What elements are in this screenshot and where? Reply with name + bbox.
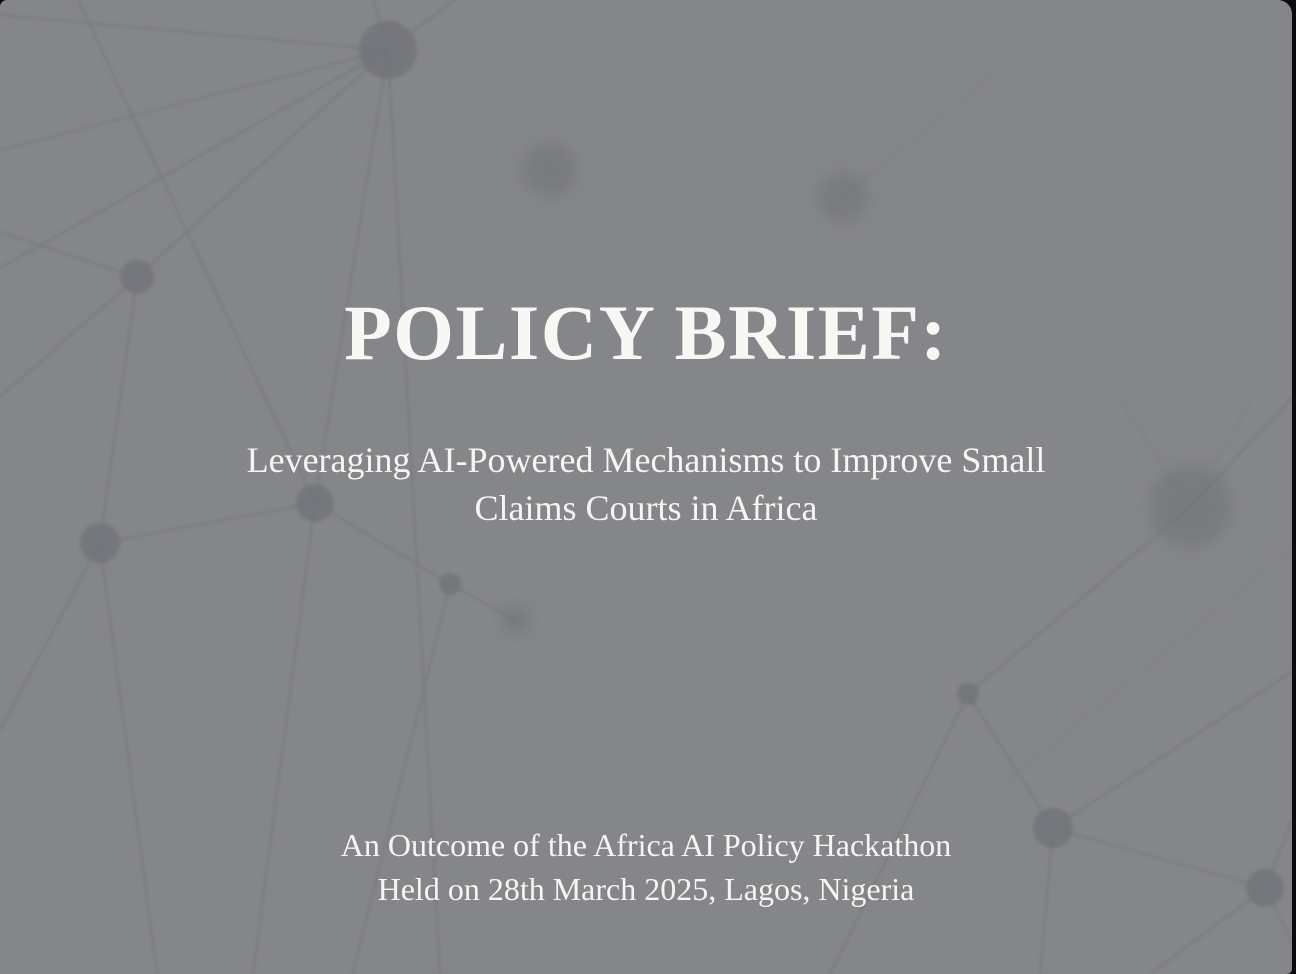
subtitle-line-2: Claims Courts in Africa <box>474 488 818 528</box>
event-attribution <box>0 823 1292 911</box>
subtitle <box>0 436 1292 532</box>
event-attribution-line-1: An Outcome of the Africa AI Policy Hackathon <box>340 827 952 863</box>
subtitle-line-1: Leveraging AI-Powered Mechanisms to Improve Small <box>246 440 1046 480</box>
event-attribution-line-2: Held on 28th March 2025, Lagos, Nigeria <box>377 871 915 907</box>
page-title: POLICY BRIEF: <box>344 289 948 376</box>
